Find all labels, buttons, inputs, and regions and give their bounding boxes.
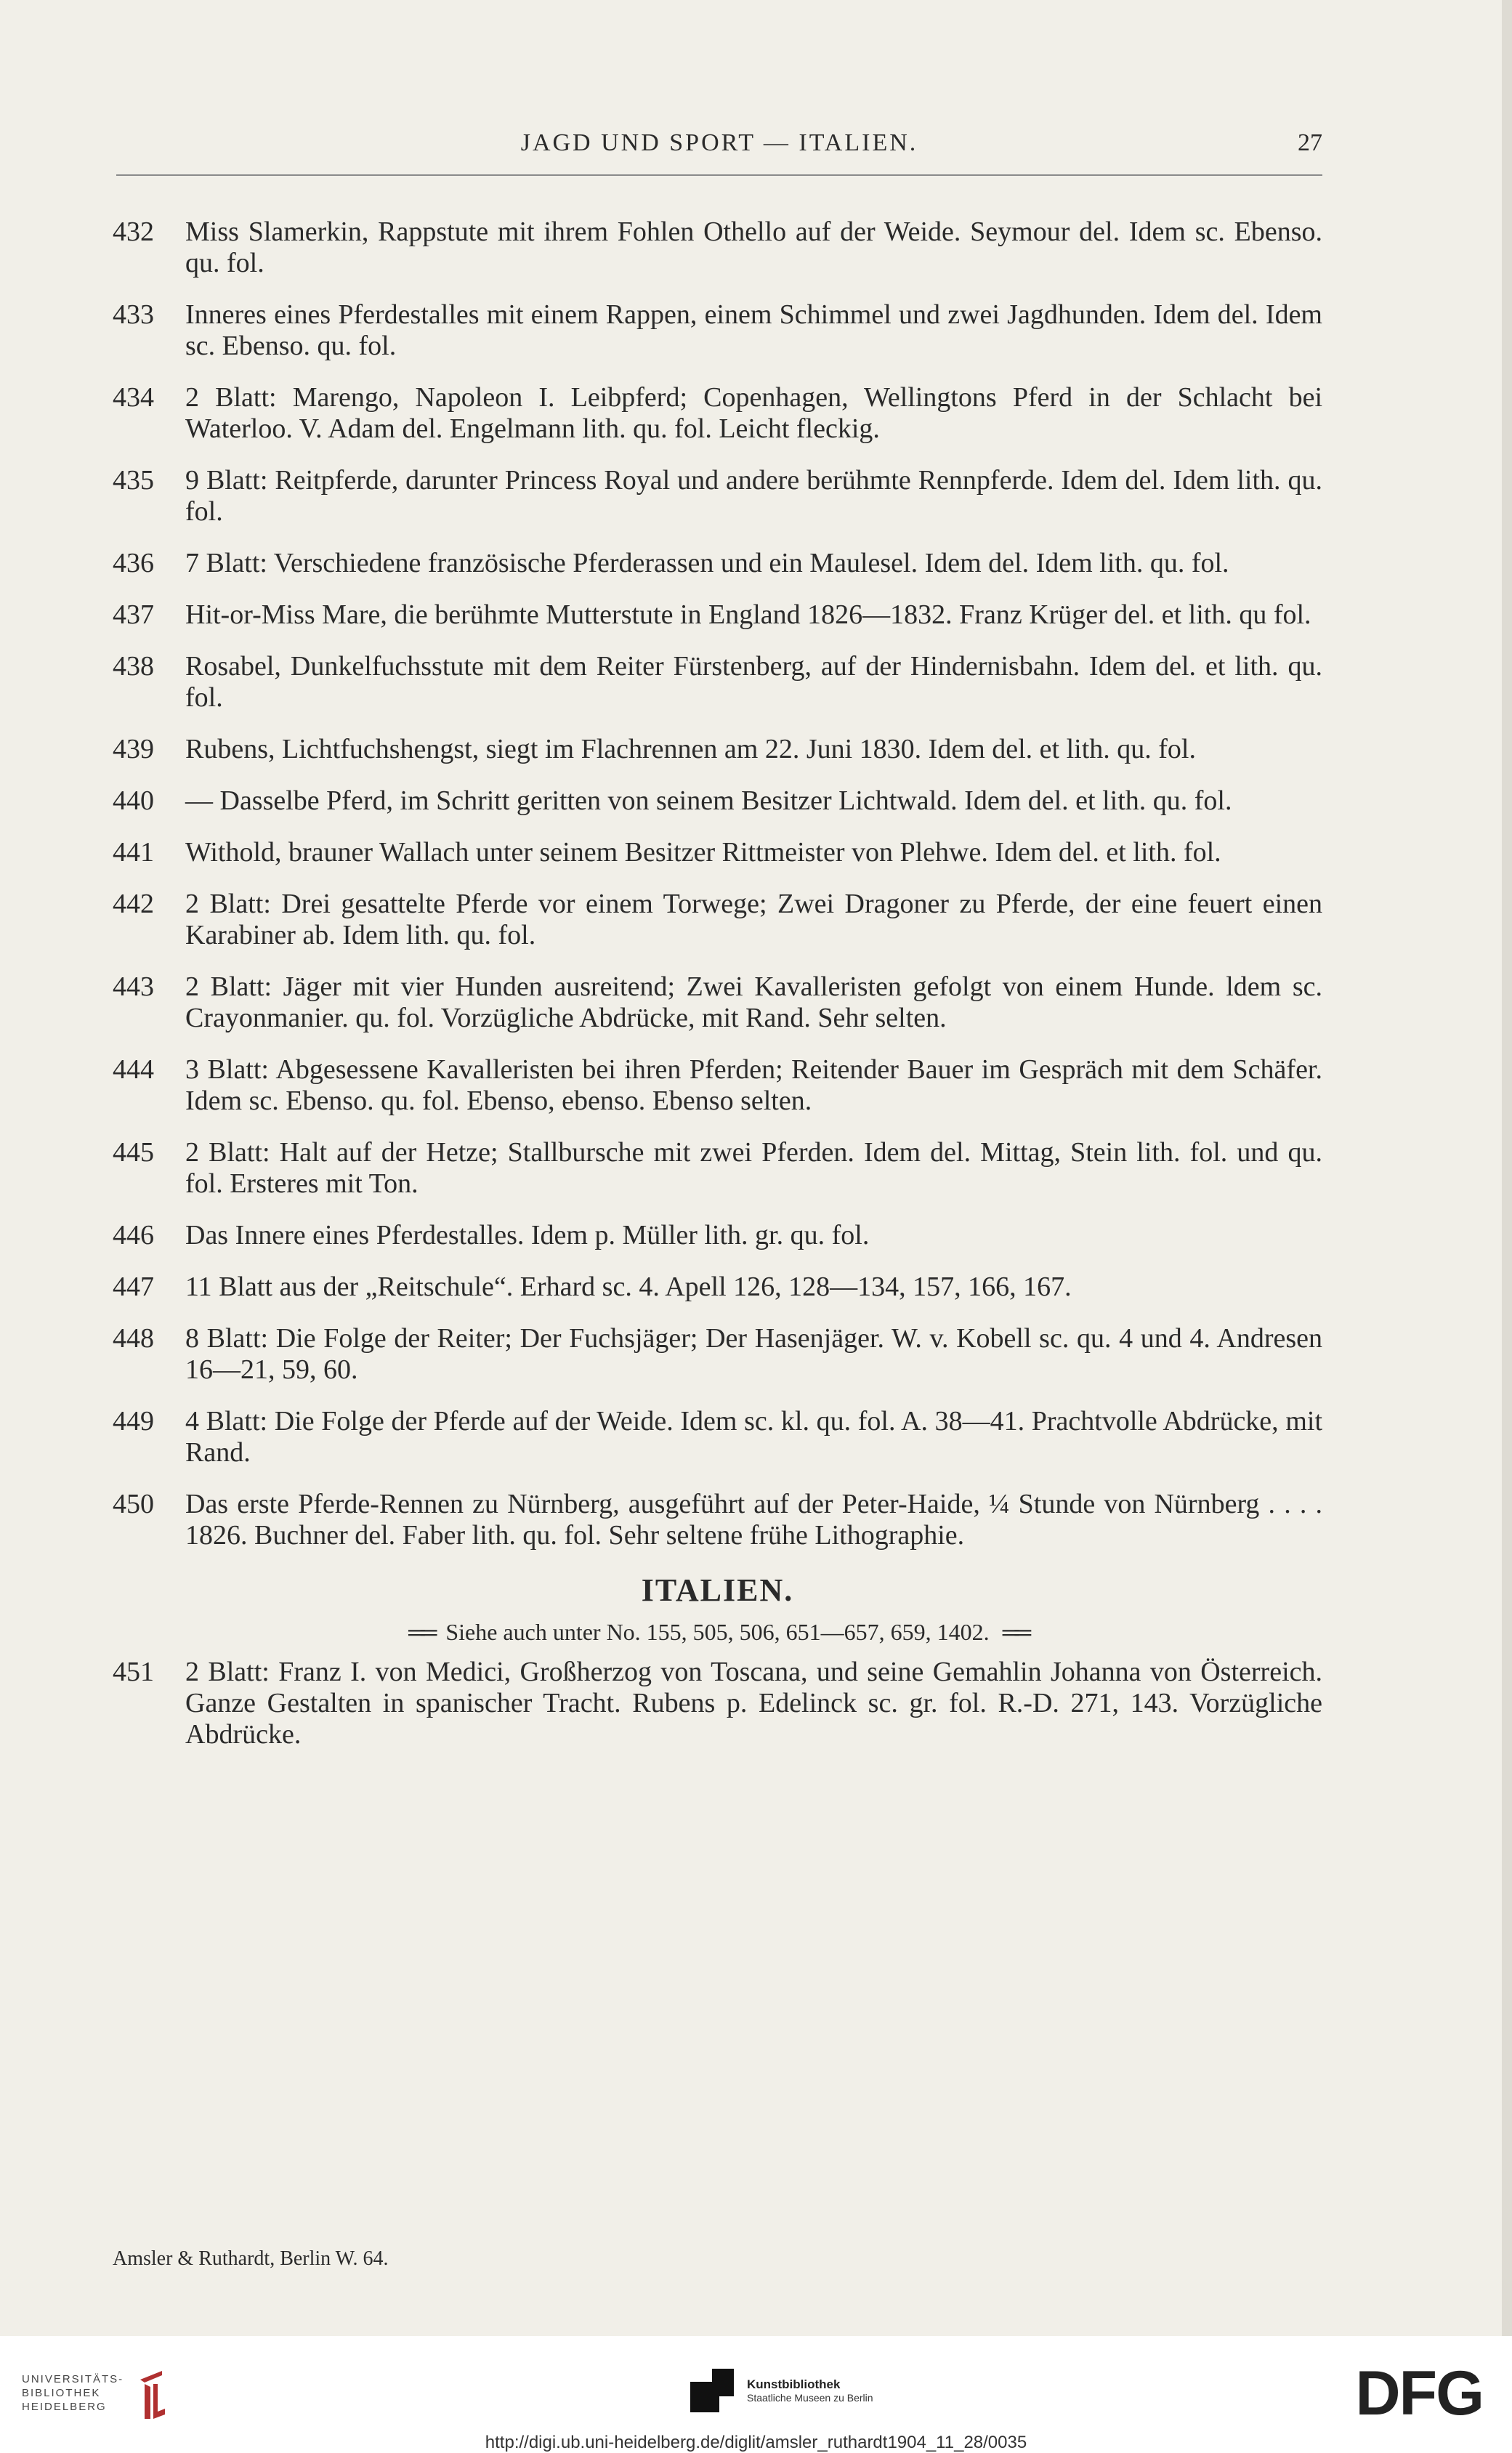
entry-text: 2 Blatt: Halt auf der Hetze; Stallbursche mit zwei Pferden. Idem del. Mittag, Stein lith. fol. und qu. fol. Ersteres mit Ton. <box>185 1137 1322 1199</box>
double-rule-right: ══ <box>1002 1619 1027 1645</box>
entry-number: 432 <box>113 217 154 247</box>
entry-text: 2 Blatt: Marengo, Napoleon I. Leibpferd; Copenhagen, Wellingtons Pferd in der Schlacht bei Waterloo. V. Adam del. Engelmann lith. qu. fol. Leicht fleckig. <box>185 382 1322 444</box>
catalogue-entry <box>113 1220 1322 1251</box>
entry-number: 443 <box>113 971 154 1002</box>
entry-number: 448 <box>113 1323 154 1354</box>
catalogue-entry <box>113 1489 1322 1551</box>
entry-text: 9 Blatt: Reitpferde, darunter Princess Royal und andere berühmte Rennpferde. Idem del. Idem lith. qu. fol. <box>185 465 1322 527</box>
kunstbibliothek-mark-icon <box>690 2369 734 2412</box>
header-title: JAGD UND SPORT — ITALIEN. <box>520 129 918 156</box>
entry-number: 434 <box>113 382 154 413</box>
entry-text: Hit-or-Miss Mare, die berühmte Mutterstute in England 1826—1832. Franz Krüger del. et lith. qu fol. <box>185 599 1311 630</box>
entry-number: 437 <box>113 599 154 630</box>
entry-text: Withold, brauner Wallach unter seinem Besitzer Rittmeister von Plehwe. Idem del. et lith. fol. <box>185 837 1221 868</box>
catalogue-entry <box>113 465 1322 528</box>
entry-text: 3 Blatt: Abgesessene Kavalleristen bei ihren Pferden; Reitender Bauer im Gespräch mit dem Schäfer. Idem sc. Ebenso. qu. fol. Ebenso, ebenso. Ebenso selten. <box>185 1054 1322 1116</box>
entry-text: 8 Blatt: Die Folge der Reiter; Der Fuchsjäger; Der Hasenjäger. W. v. Kobell sc. qu. 4 und 4. Andresen 16—21, 59, 60. <box>185 1323 1322 1385</box>
entry-text: — Dasselbe Pferd, im Schritt geritten von seinem Besitzer Lichtwald. Idem del. et lith. qu. fol. <box>185 785 1232 816</box>
entry-text: 2 Blatt: Franz I. von Medici, Großherzog von Toscana, und seine Gemahlin Johanna von Österreich. Ganze Gestalten in spanischer Tracht. Rubens p. Edelinck sc. gr. fol. R.-D. 271, 143. Vorzügliche Abdrücke. <box>185 1657 1322 1750</box>
header-rule <box>116 174 1322 176</box>
entry-number: 442 <box>113 889 154 919</box>
entry-number: 436 <box>113 548 154 578</box>
catalogue-entry <box>113 548 1322 579</box>
entry-text: Das Innere eines Pferdestalles. Idem p. Müller lith. gr. qu. fol. <box>185 1220 870 1250</box>
entry-text: Rubens, Lichtfuchshengst, siegt im Flachrennen am 22. Juni 1830. Idem del. et lith. qu. fol. <box>185 734 1196 764</box>
permalink-url[interactable]: http://digi.ub.uni-heidelberg.de/diglit/amsler_ruthardt1904_11_28/0035 <box>485 2433 1027 2452</box>
entry-number: 446 <box>113 1220 154 1250</box>
see-also-note <box>113 1617 1322 1646</box>
entry-number: 449 <box>113 1406 154 1436</box>
catalogue-entry <box>113 217 1322 279</box>
kunstbibliothek-logo <box>690 2369 873 2412</box>
dfg-logo: DFG <box>1355 2359 1483 2428</box>
catalogue-entry <box>113 299 1322 362</box>
catalogue-entry <box>113 1323 1322 1386</box>
digitization-footer <box>0 2336 1512 2451</box>
entry-text: Das erste Pferde-Rennen zu Nürnberg, ausgeführt auf der Peter-Haide, ¼ Stunde von Nürnberg . . . . 1826. Buchner del. Faber lith. qu. fol. Sehr seltene frühe Lithographie. <box>185 1489 1322 1551</box>
catalogue-entry <box>113 651 1322 714</box>
entry-number: 435 <box>113 465 154 496</box>
catalogue-entry <box>113 599 1322 631</box>
catalogue-entry <box>113 837 1322 868</box>
catalogue-entry <box>113 1657 1322 1750</box>
entry-text: 2 Blatt: Drei gesattelte Pferde vor einem Torwege; Zwei Dragoner zu Pferde, der eine feuert einen Karabiner ab. Idem lith. qu. fol. <box>185 889 1322 950</box>
entry-number: 447 <box>113 1272 154 1302</box>
uni-line: UNIVERSITÄTS- <box>22 2373 124 2385</box>
entry-number: 433 <box>113 299 154 330</box>
catalogue-entry <box>113 734 1322 765</box>
entry-text: 2 Blatt: Jäger mit vier Hunden ausreitend; Zwei Kavalleristen gefolgt von einem Hunde. ldem sc. Crayonmanier. qu. fol. Vorzügliche Abdrücke, mit Rand. Sehr selten. <box>185 971 1322 1033</box>
entry-number: 451 <box>113 1657 154 1687</box>
section-heading: ITALIEN. <box>641 1572 794 1608</box>
entry-number: 450 <box>113 1489 154 1519</box>
entry-number: 440 <box>113 785 154 816</box>
page-number: 27 <box>1298 129 1322 156</box>
uni-line: HEIDELBERG <box>22 2401 107 2413</box>
catalogue-entries <box>113 217 1322 1771</box>
entry-number: 444 <box>113 1054 154 1085</box>
entry-text: Inneres eines Pferdestalles mit einem Rappen, einem Schimmel und zwei Jagdhunden. Idem del. Idem sc. Ebenso. qu. fol. <box>185 299 1322 361</box>
publisher-imprint: Amsler & Ruthardt, Berlin W. 64. <box>113 2247 389 2270</box>
catalogue-entry <box>113 1272 1322 1303</box>
running-header <box>116 129 1322 166</box>
catalogue-entry <box>113 971 1322 1034</box>
entry-text: Miss Slamerkin, Rappstute mit ihrem Fohlen Othello auf der Weide. Seymour del. Idem sc. Ebenso. qu. fol. <box>185 217 1322 278</box>
entry-number: 438 <box>113 651 154 682</box>
double-rule-left: ══ <box>408 1619 433 1645</box>
entry-text: 11 Blatt aus der „Reitschule“. Erhard sc. 4. Apell 126, 128—134, 157, 166, 167. <box>185 1272 1072 1302</box>
kb-name: Kunstbibliothek <box>747 2377 841 2391</box>
kb-sub: Staatliche Museen zu Berlin <box>747 2392 873 2404</box>
catalogue-entry <box>113 1137 1322 1200</box>
university-library-logo-text <box>22 2372 124 2414</box>
catalogue-entry <box>113 1054 1322 1117</box>
see-also-text: Siehe auch unter No. 155, 505, 506, 651—657, 659, 1402. <box>445 1619 990 1645</box>
entry-text: Rosabel, Dunkelfuchsstute mit dem Reiter Fürstenberg, auf der Hindernisbahn. Idem del. et lith. qu. fol. <box>185 651 1322 713</box>
entry-number: 439 <box>113 734 154 764</box>
catalogue-entry <box>113 382 1322 445</box>
entry-text: 7 Blatt: Verschiedene französische Pferderassen und ein Maulesel. Idem del. Idem lith. qu. fol. <box>185 548 1229 578</box>
university-emblem-icon <box>134 2365 171 2423</box>
catalogue-entry <box>113 1406 1322 1468</box>
entry-text: 4 Blatt: Die Folge der Pferde auf der Weide. Idem sc. kl. qu. fol. A. 38—41. Prachtvolle Abdrücke, mit Rand. <box>185 1406 1322 1468</box>
uni-line: BIBLIOTHEK <box>22 2387 101 2399</box>
entry-number: 445 <box>113 1137 154 1168</box>
catalogue-entry <box>113 889 1322 951</box>
entry-number: 441 <box>113 837 154 868</box>
catalogue-entry <box>113 785 1322 817</box>
